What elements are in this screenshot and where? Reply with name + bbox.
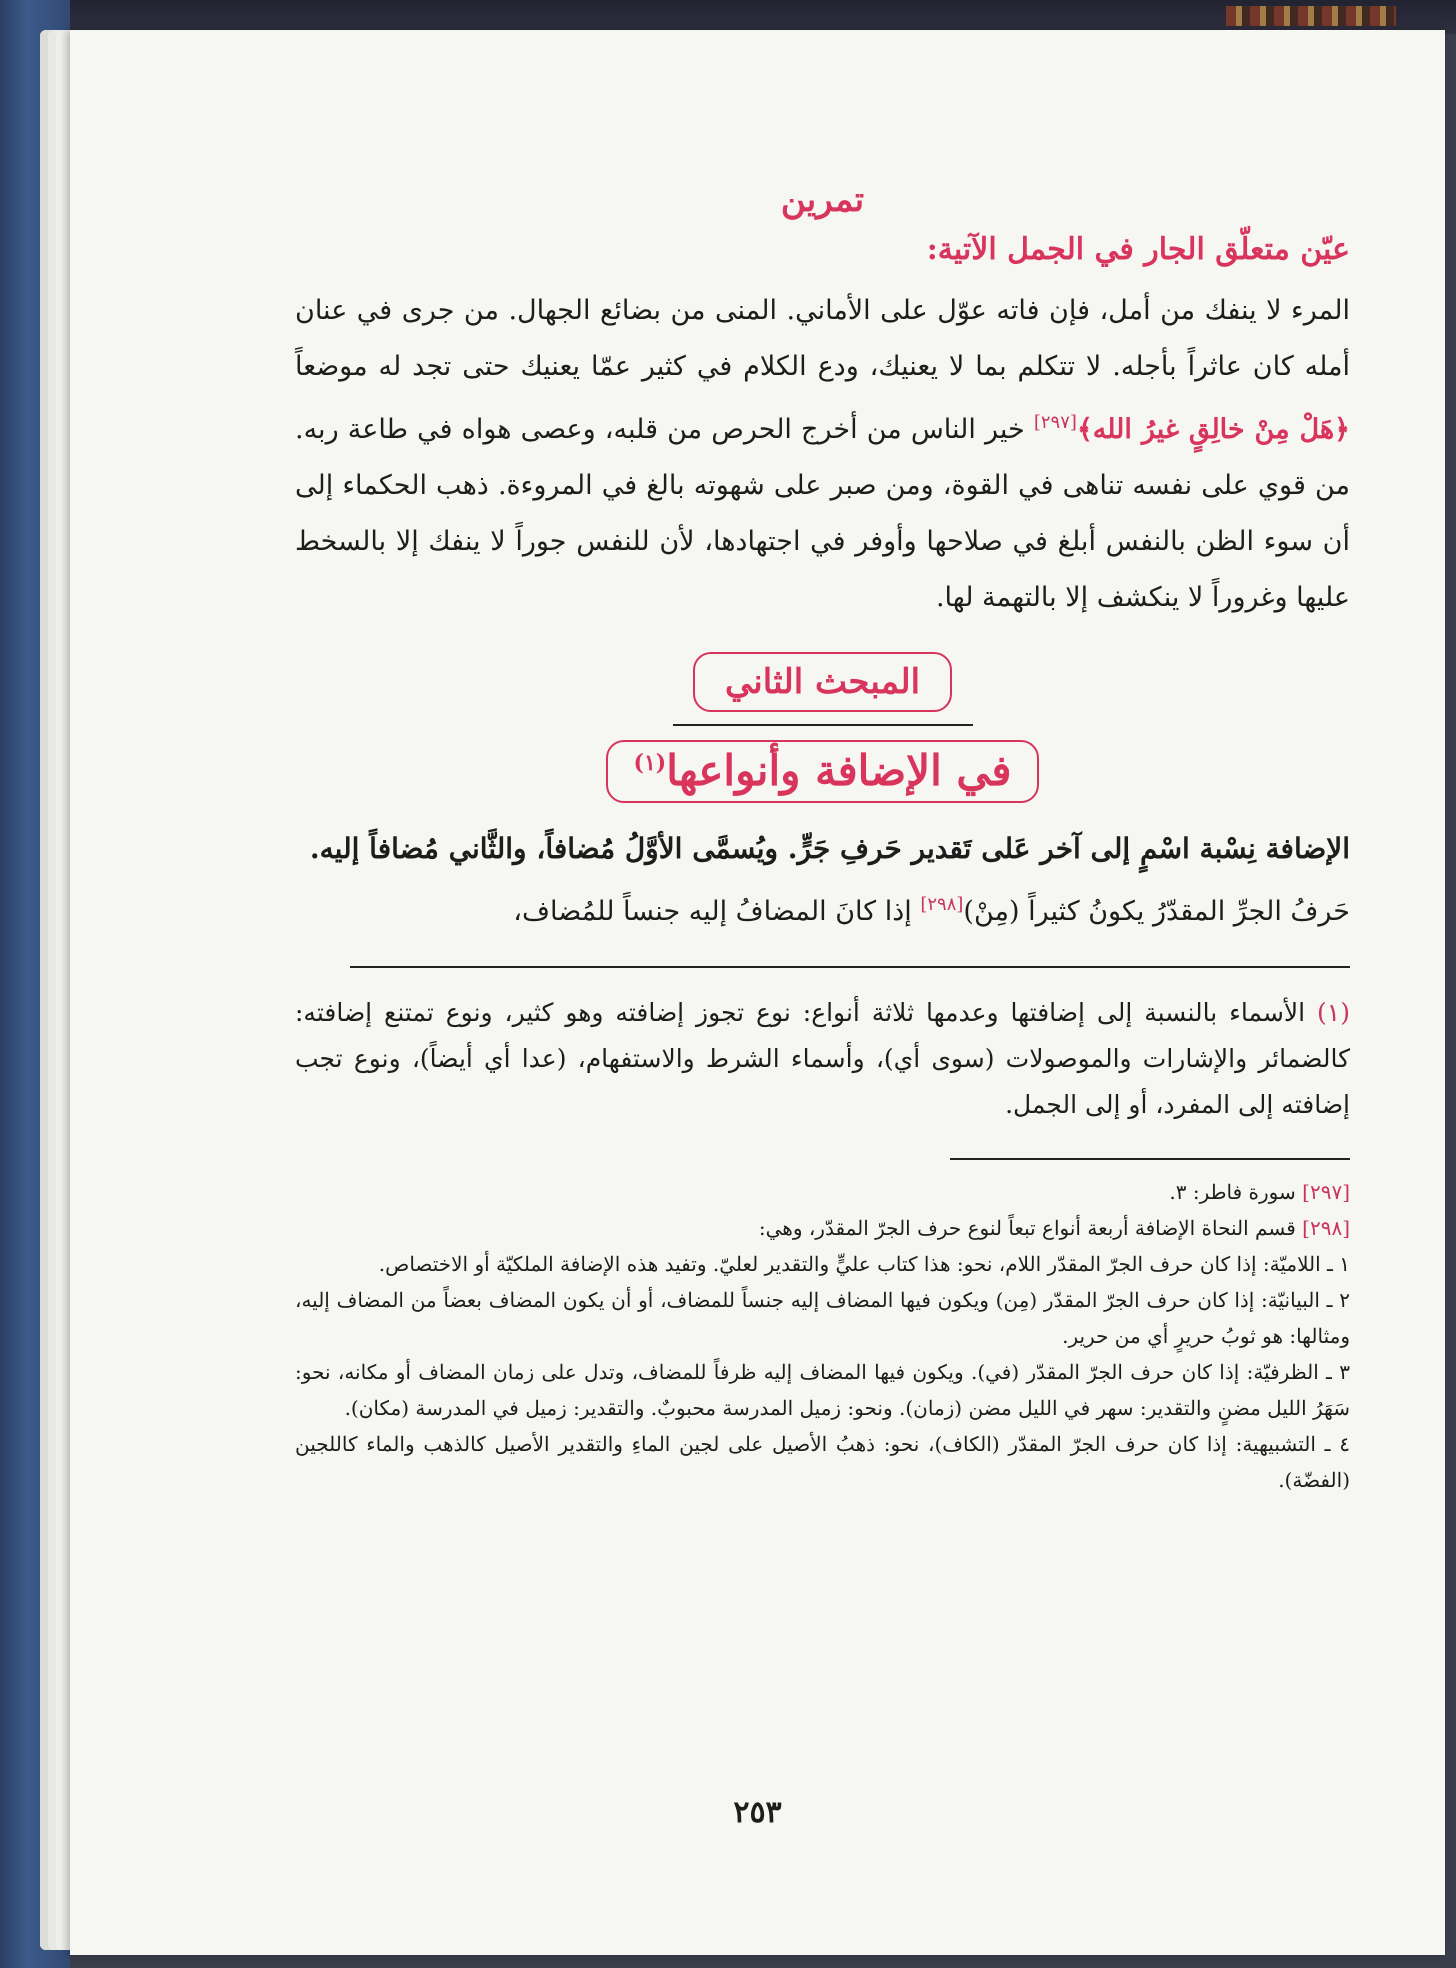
section-title-wrap <box>295 740 1350 803</box>
reference-297-num: [٢٩٧] <box>1302 1180 1350 1204</box>
page-content <box>295 180 1350 1498</box>
section-paragraph-part1: حَرفُ الجرِّ المقدّرُ يكونُ كثيراً (مِنْ) <box>963 896 1350 927</box>
section-label-wrap <box>295 652 1350 712</box>
book-cover-top <box>0 0 1456 34</box>
section-divider <box>673 724 973 726</box>
section-title <box>606 740 1040 803</box>
exercise-instruction: عيّن متعلّق الجار في الجمل الآتية: <box>926 232 1350 267</box>
references-divider <box>950 1158 1350 1160</box>
quran-verse: ﴿هَلْ مِنْ خالِقٍ غيرُ الله﴾ <box>1076 414 1350 445</box>
exercise-text <box>295 283 1350 626</box>
idafa-type-bayaniya: ٢ ـ البيانيّة: إذا كان حرف الجرّ المقدّر (مِن) ويكون فيها المضاف إليه جنساً للمضاف، أو أن يكون المضاف بعضاً من المضاف إليه، ومثالها: هو ثوبُ حريرٍ أي من حرير. <box>295 1288 1350 1348</box>
section-ref-marker: [٢٩٨] <box>920 894 964 915</box>
definition-text: الإضافة نِسْبة اسْمٍ إلى آخر عَلى تَقدير حَرفِ جَرٍّ. ويُسمَّى الأوَّلُ مُضافاً، والثَّاني مُضافاً إليه. <box>309 832 1350 865</box>
idafa-type-lamiya: ١ ـ اللاميّة: إذا كان حرف الجرّ المقدّر اللام، نحو: هذا كتاب عليٍّ والتقدير لعليّ. وتفيد هذه الإضافة الملكيّة أو الاختصاص. <box>378 1252 1350 1276</box>
reference-298-num: [٢٩٨] <box>1302 1216 1350 1240</box>
exercise-text-part2: خير الناس من أخرج الحرص من قلبه، وعصى هواه في طاعة ربه. من قوي على نفسه تناهى في القوة، ومن صبر على شهوته بالغ في المروءة. ذهب الحكماء إلى أن سوء الظن بالنفس أبلغ في صلاحها وأوفر في اجتهادها، لأن للنفس جوراً لا ينفك إلا بالسخط عليها وغروراً لا ينكشف إلا بالتهمة لها. <box>295 414 1350 613</box>
section-title-note: (١) <box>633 750 667 776</box>
quran-ref-marker: [٢٩٧] <box>1033 412 1077 433</box>
section-title-text: في الإضافة وأنواعها <box>666 746 1012 795</box>
book-page <box>70 30 1445 1955</box>
cover-ornament <box>1226 6 1396 26</box>
page-number: ٢٥٣ <box>733 1795 782 1830</box>
footnote-1 <box>295 990 1350 1128</box>
reference-297 <box>295 1174 1350 1210</box>
idafa-type-tashbihiya: ٤ ـ التشبيهية: إذا كان حرف الجرّ المقدّر (الكاف)، نحو: ذهبُ الأصيل على لجين الماءِ والتقدير الأصيل كالذهب والماء كاللجين (الفضّة). <box>295 1432 1350 1492</box>
exercise-heading: تمرين <box>780 180 865 220</box>
section-paragraph <box>295 877 1350 940</box>
exercise-text-part1: المرء لا ينفك من أمل، فإن فاته عوّل على الأماني. المنى من بضائع الجهال. من جرى في عنان أمله كان عاثراً بأجله. لا تتكلم بما لا يعنيك، ودع الكلام في كثير عمّا يعنيك حتى تجد له موضعاً <box>295 295 1350 382</box>
section-paragraph-part2: إذا كانَ المضافُ إليه جنساً للمُضاف، <box>513 896 912 927</box>
footnote-1-text: الأسماء بالنسبة إلى إضافتها وعدمها ثلاثة أنواع: نوع تجوز إضافته وهو كثير، ونوع تمتنع إضافته: كالضمائر والإشارات والموصولات (سوى أي)، وأسماء الشرط والاستفهام، (عدا أي أيضاً)، ونوع تجب إضافته إلى المفرد، أو إلى الجمل. <box>295 998 1350 1119</box>
reference-298 <box>295 1210 1350 1246</box>
footnote-divider <box>350 966 1350 968</box>
reference-297-text: سورة فاطر: ٣. <box>1169 1180 1296 1204</box>
idafa-type-zarfiya: ٣ ـ الظرفيّة: إذا كان حرف الجرّ المقدّر (في). ويكون فيها المضاف إليه ظرفاً للمضاف، وتدل على زمان المضاف أو مكانه، نحو: سَهَرُ الليل مضنٍ والتقدير: سهر في الليل مضن (زمان). ونحو: زميل المدرسة محبوبٌ. والتقدير: زميل في المدرسة (مكان). <box>295 1360 1350 1420</box>
section-label: المبحث الثاني <box>693 652 952 712</box>
reference-298-text: قسم النحاة الإضافة أربعة أنواع تبعاً لنوع حرف الجرّ المقدّر، وهي: <box>758 1216 1296 1240</box>
footnote-1-num: (١) <box>1317 998 1350 1027</box>
references <box>295 1174 1350 1498</box>
